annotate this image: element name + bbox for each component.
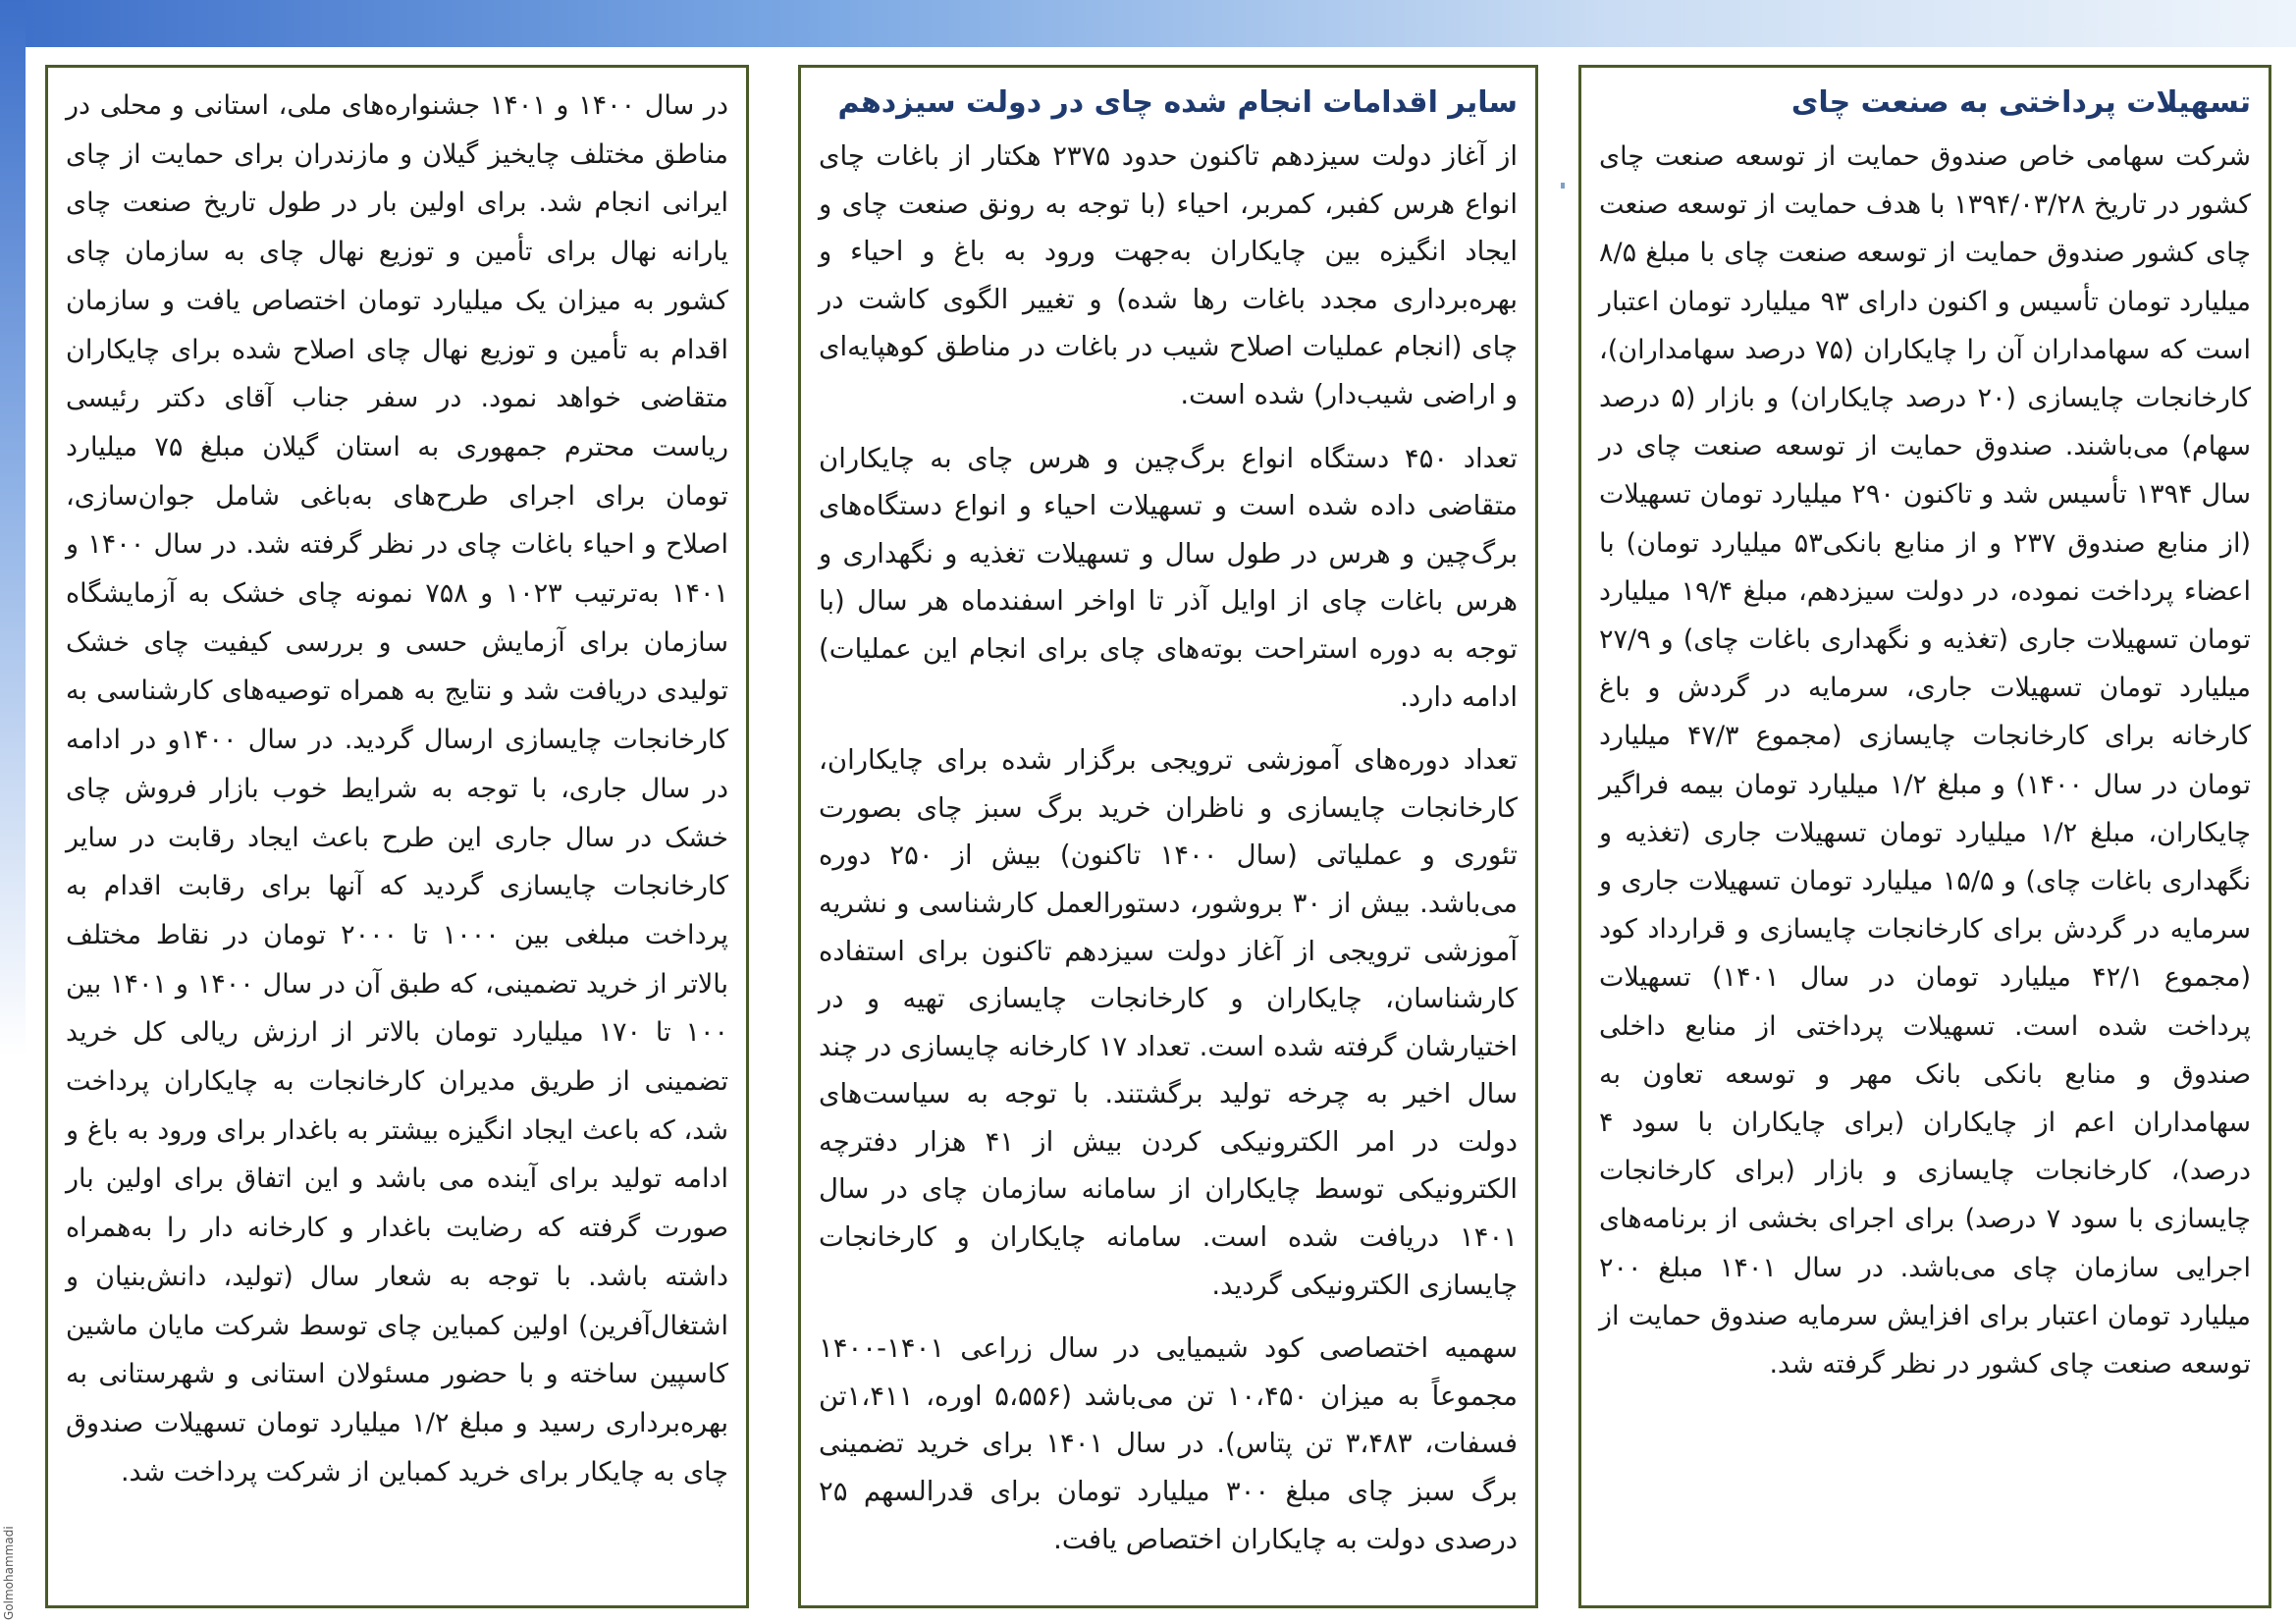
top-gradient-band	[0, 0, 2296, 47]
author-credit: Golmohammadi	[2, 1526, 16, 1620]
middle-column-paragraph-2: تعداد ۴۵۰ دستگاه انواع برگ‌چین و هرس چای به چایکاران متقاضی داده شده است و تسهیلات احیاء و انواع دستگاه‌های برگ‌چین و هرس در طول سال و تسهیلات تغذیه و نگهداری و هرس باغات چای از اوایل آذر تا اواخر اسفندماه هر سال (با توجه به دوره استراحت بوته‌های چای برای انجام این عملیات) ادامه دارد.	[819, 442, 1518, 713]
middle-column-title: سایر اقدامات انجام شده چای در دولت سیزدهم	[837, 85, 1518, 120]
decorative-dot	[1561, 183, 1565, 189]
left-column-paragraph: در سال ۱۴۰۰ و ۱۴۰۱ جشنواره‌های ملی، استانی و محلی در مناطق مختلف چایخیز گیلان و مازندران برای حمایت از چای ایرانی انجام شد. برای اولین بار در طول تاریخ صنعت چای یارانه نهال برای تأمین و توزیع نهال چای به سازمان چای کشور به میزان یک میلیارد تومان اختصاص یافت و سازمان اقدام به تأمین و توزیع نهال چای اصلاح شده برای چایکاران متقاضی خواهد نمود. در سفر جناب آقای دکتر رئیسی ریاست محترم جمهوری به استان گیلان مبلغ ۷۵ میلیارد تومان برای اجرای طرح‌های به‌باغی شامل جوان‌سازی، اصلاح و احیاء باغات چای در نظر گرفته شد. در سال ۱۴۰۰ و ۱۴۰۱ به‌ترتیب ۱۰۲۳ و ۷۵۸ نمونه چای خشک به آزمایشگاه سازمان برای آزمایش حسی و بررسی کیفیت چای خشک تولیدی دریافت شد و نتایج به همراه توصیه‌های کارشناسی به کارخانجات چایسازی ارسال گردید. در سال ۱۴۰۰و در ادامه در سال جاری، با توجه به شرایط خوب بازار فروش چای خشک در سال جاری این طرح باعث ایجاد رقابت در سایر کارخانجات چایسازی گردید که آنها برای رقابت اقدام به پرداخت مبلغی بین ۱۰۰۰ تا ۲۰۰۰ تومان در نقاط مختلف بالاتر از خرید تضمینی، که طبق آن در سال ۱۴۰۰ و ۱۴۰۱ بین ۱۰۰ تا ۱۷۰ میلیارد تومان بالاتر از ارزش ریالی کل خرید تضمینی از طریق مدیران کارخانجات به چایکاران پرداخت شد، که باعث ایجاد انگیزه بیشتر به باغدار برای ورود به باغ و ادامه تولید برای آینده می باشد و این اتفاق برای اولین بار صورت گرفته که رضایت باغدار و کارخانه دار را به‌همراه داشته باشد. با توجه به شعار سال (تولید، دانش‌بنیان و اشتغال‌آفرین) اولین کمباین چای توسط شرکت مایان ماشین کاسپین ساخته و با حضور مسئولان استانی و شهرستانی به بهره‌برداری رسید و مبلغ ۱/۲ میلیارد تومان تسهیلات صندوق چای به چایکار برای خرید کمباین از شرکت پرداخت شد.	[66, 90, 729, 1488]
right-column-title: تسهیلات پرداختی به صنعت چای	[1790, 85, 2251, 120]
middle-column-paragraph-1: از آغاز دولت سیزدهم تاکنون حدود ۲۳۷۵ هکتار از باغات چای انواع هرس کفبر، کمربر، احیاء (با توجه به رونق صنعت چای و ایجاد انگیزه بین چایکاران به‌جهت ورود به باغ و احیاء و بهره‌برداری مجدد باغات رها شده) و تغییر الگوی کاشت در چای (انجام عملیات اصلاح شیب در باغات در مناطق کوهپایه‌ای و اراضی شیب‌دار) شده است.	[819, 140, 1518, 410]
left-gradient-band	[0, 0, 26, 1624]
right-column-paragraph: شرکت سهامی خاص صندوق حمایت از توسعه صنعت چای کشور در تاریخ ۱۳۹۴/۰۳/۲۸ با هدف حمایت از توسعه صنعت چای کشور صندوق حمایت از توسعه صنعت چای با مبلغ ۸/۵ میلیارد تومان تأسیس و اکنون دارای ۹۳ میلیارد تومان اعتبار است که سهامداران آن را چایکاران (۷۵ درصد سهامداران)، کارخانجات چایسازی (۲۰ درصد چایکاران) و بازار (۵ درصد سهام) می‌باشند. صندوق حمایت از توسعه صنعت چای در سال ۱۳۹۴ تأسیس شد و تاکنون ۲۹۰ میلیارد تومان تسهیلات (از منابع صندوق ۲۳۷ و از منابع بانکی۵۳ میلیارد تومان) با اعضاء پرداخت نموده، در دولت سیزدهم، مبلغ ۱۹/۴ میلیارد تومان تسهیلات جاری (تغذیه و نگهداری باغات چای) و ۲۷/۹ میلیارد تومان تسهیلات جاری، سرمایه در گردش و باغ کارخانه برای کارخانجات چایسازی (مجموع ۴۷/۳ میلیارد تومان در سال ۱۴۰۰) و مبلغ ۱/۲ میلیارد تومان بیمه فراگیر چایکاران، مبلغ ۱/۲ میلیارد تومان تسهیلات جاری (تغذیه و نگهداری باغات چای) و ۱۵/۵ میلیارد تومان تسهیلات جاری و سرمایه در گردش برای کارخانجات چایسازی و قرارداد کود (مجموع ۴۲/۱ میلیارد تومان در سال ۱۴۰۱) تسهیلات پرداخت شده است. تسهیلات پرداختی از منابع داخلی صندوق و منابع بانکی بانک مهر و توسعه تعاون به سهامداران اعم از چایکاران (برای چایکاران با سود ۴ درصد)، کارخانجات چایسازی و بازار (برای کارخانجات چایسازی با سود ۷ درصد) برای اجرای بخشی از برنامه‌های اجرایی سازمان چای می‌باشد. در سال ۱۴۰۱ مبلغ ۲۰۰ میلیارد تومان اعتبار برای افزایش سرمایه صندوق حمایت از توسعه صنعت چای کشور در نظر گرفته شد.	[1599, 141, 2251, 1380]
left-column	[45, 65, 749, 1608]
middle-column	[798, 65, 1538, 1608]
middle-column-paragraph-3: تعداد دوره‌های آموزشی ترویجی برگزار شده برای چایکاران، کارخانجات چایسازی و ناظران خرید برگ سبز چای بصورت تئوری و عملیاتی (سال ۱۴۰۰ تاکنون) بیش از ۲۵۰ دوره می‌باشد. بیش از ۳۰ بروشور، دستورالعمل کارشناسی و نشریه آموزشی ترویجی از آغاز دولت سیزدهم تاکنون برای استفاده کارشناسان، چایکاران و کارخانجات چایسازی تهیه و در اختیارشان گرفته شده است. تعداد ۱۷ کارخانه چایسازی در چند سال اخیر به چرخه تولید برگشتند. با توجه به سیاست‌های دولت در امر الکترونیکی کردن بیش از ۴۱ هزار دفترچه الکترونیکی توسط چایکاران از سامانه سازمان چای در سال ۱۴۰۱ دریافت شده است. سامانه چایکاران و کارخانجات چایسازی الکترونیکی گردید.	[819, 744, 1519, 1301]
right-column	[1578, 65, 2271, 1608]
middle-column-paragraph-4: سهمیه اختصاصی کود شیمیایی در سال زراعی ۱۴۰۱-۱۴۰۰ مجموعاً به میزان ۱۰،۴۵۰ تن می‌باشد (۵،۵۵۶ اوره، ۱،۴۱۱تن فسفات، ۳،۴۸۳ تن پتاس). در سال ۱۴۰۱ برای خرید تضمینی برگ سبز چای مبلغ ۳۰۰ میلیارد تومان برای قدرالسهم ۲۵ درصدی دولت به چایکاران اختصاص یافت.	[819, 1332, 1519, 1555]
